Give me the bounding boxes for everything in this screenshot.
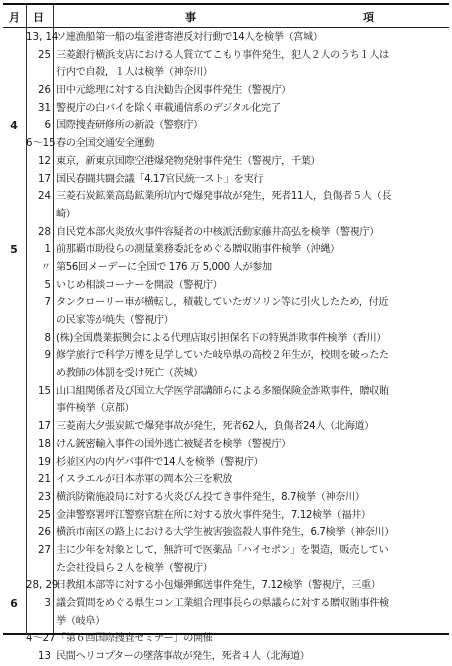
- day-cell: 18: [38, 438, 51, 450]
- table-row: [3, 241, 449, 259]
- table-row: [3, 29, 449, 47]
- event-cell: 山口組関係者及び国立大学医学部講師らによる多額保険金詐欺事件，贈収賄: [56, 385, 389, 397]
- table-row: [3, 259, 449, 277]
- event-cell: 主に少年を対象として，無許可で医薬品「ハイセポン」を製造，販売してい: [56, 544, 389, 556]
- event-cell: けん銃密輸入事件の国外逃亡被疑者を検挙（警視庁）: [56, 438, 291, 450]
- table-row: [3, 507, 449, 525]
- table-row: [3, 347, 449, 365]
- event-cell: (株)全国農業振興会による代理店取引担保名下の特異詐欺事件検挙（香川）: [56, 332, 387, 344]
- table-row: [3, 454, 449, 472]
- table-row: [3, 188, 449, 206]
- day-cell: 7: [44, 297, 51, 309]
- day-cell: 9: [44, 350, 51, 362]
- table-body: [3, 29, 449, 666]
- table-row: [3, 206, 449, 224]
- day-cell: 8: [44, 332, 51, 344]
- day-cell: 24: [38, 191, 51, 203]
- table-row: [3, 489, 449, 507]
- event-cell: 金津警察署坪江警察官駐在所に対する放火事件発生，7.12検挙（福井）: [56, 509, 371, 521]
- event-cell: 崎）: [56, 208, 76, 220]
- day-cell: 13: [38, 651, 51, 663]
- header-event-right: 項: [363, 11, 374, 24]
- event-cell: 自民党本部火炎放火事件容疑者の中核派活動家藤井高弘を検挙（警視庁）: [56, 226, 379, 238]
- table-row: [3, 82, 449, 100]
- table-row: [3, 277, 449, 295]
- event-cell: 横浜市南区の路上における大学生被害強盗殺人事件発生，6.7検挙（神奈川）: [56, 527, 394, 539]
- table-row: [3, 383, 449, 401]
- event-cell: 国際捜査研修所の新設（警察庁）: [56, 120, 203, 132]
- event-cell: 日教組本部等に対する小包爆弾郵送事件発生，7.12検挙（警視庁，三重）: [56, 580, 381, 592]
- month-cell: 4: [10, 119, 18, 133]
- day-cell: 5: [44, 279, 51, 291]
- table-row: [3, 365, 449, 383]
- table-row: [3, 171, 449, 189]
- day-cell: 26: [38, 85, 51, 97]
- table-row: [3, 100, 449, 118]
- event-cell: 前那覇市助役らの測量業務委託をめぐる贈収賄事件検挙（沖縄）: [56, 244, 340, 256]
- event-cell: 田中元総理に対する自決勧告企図事件発生（警視庁）: [56, 85, 291, 97]
- table-row: [3, 630, 449, 648]
- day-cell: 21: [38, 474, 51, 486]
- event-cell: 東京，新東京国際空港爆発物発射事件発生（警視庁，千葉）: [56, 155, 321, 167]
- table-row: [3, 418, 449, 436]
- day-cell: 17: [38, 173, 51, 185]
- day-cell: 25: [38, 49, 51, 61]
- day-cell: 13, 14: [26, 32, 59, 43]
- table-row: [3, 47, 449, 65]
- table-row: [3, 577, 449, 595]
- day-cell: 25: [38, 509, 51, 521]
- day-cell: 28, 29: [26, 580, 59, 592]
- day-cell: 26: [38, 527, 51, 539]
- event-cell: 事件検挙（京都）: [56, 403, 135, 415]
- day-cell: 3: [44, 598, 51, 609]
- day-cell: 23: [38, 491, 51, 503]
- table-row: [3, 400, 449, 418]
- day-cell: 〃: [40, 261, 51, 273]
- table-row: [3, 542, 449, 560]
- event-cell: 国民春闘共闘会議「4.17官民統一スト」を実行: [56, 173, 264, 185]
- table-header: [3, 5, 449, 28]
- event-cell: タンクローリー車が横転し，積載していたガソリン等に引火したため，付近: [56, 297, 389, 309]
- day-cell: 15: [38, 385, 51, 397]
- table-row: [3, 560, 449, 578]
- day-cell: 31: [38, 102, 51, 114]
- event-cell: イスラエルが日本赤軍の岡本公三を釈放: [56, 474, 233, 486]
- day-cell: 6: [44, 120, 51, 132]
- table-row: [3, 648, 449, 666]
- day-cell: 6～15: [26, 138, 56, 150]
- event-cell: 横浜防衛施設局に対する火炎びん投てき事件発生，8.7検挙（神奈川）: [56, 491, 365, 503]
- table-row: [3, 613, 449, 631]
- event-cell: 議会質問をめぐる県生コン工業組合理事長らの県議らに対する贈収賄事件検: [56, 598, 389, 609]
- table-row: [3, 117, 449, 135]
- event-cell: ソ連漁船第一船の塩釜港寄港反対行動で14人を検挙（宮城）: [56, 32, 323, 43]
- chronology-table: [3, 3, 449, 663]
- day-cell: 12: [38, 155, 51, 167]
- table-row: [3, 294, 449, 312]
- event-cell: 春の全国交通安全運動: [56, 138, 154, 150]
- event-cell: 挙（岐阜）: [56, 615, 105, 627]
- event-cell: 三菱銀行横浜支店における人質立てこもり事件発生，犯人２人のうち１人は: [56, 49, 389, 61]
- table-row: [3, 436, 449, 454]
- event-cell: 杉並区内の内ゲバ事件で14人を検挙（警視庁）: [56, 456, 264, 468]
- event-cell: め教師の体罰を受け死亡（茨城）: [56, 368, 203, 380]
- header-month: 月: [9, 11, 20, 24]
- day-cell: 27: [38, 544, 51, 556]
- event-cell: 三菱南大夕張炭鉱で爆発事故が発生，死者62人，負傷者24人（北海道）: [56, 421, 374, 433]
- table-row: [3, 524, 449, 542]
- event-cell: 行内で自殺，１人は検挙（神奈川）: [56, 67, 213, 79]
- day-cell: 17: [38, 421, 51, 433]
- table-row: [3, 64, 449, 82]
- table-row: [3, 224, 449, 242]
- event-cell: 警視庁の白バイを除く車載通信系のデジタル化完了: [56, 102, 281, 114]
- table-row: [3, 153, 449, 171]
- day-cell: 4～27: [26, 633, 56, 645]
- event-cell: 修学旅行で科学万博を見学していた岐阜県の高校２年生が，校則を破ったた: [56, 350, 389, 362]
- table-row: [3, 471, 449, 489]
- day-cell: 28: [38, 226, 51, 238]
- table-row: [3, 135, 449, 153]
- event-cell: 三菱石炭鉱業高島鉱業所坑内で爆発事故が発生，死者11人，負傷者５人（長: [56, 191, 392, 203]
- event-cell: いじめ相談コーナーを開設（警視庁）: [56, 279, 223, 291]
- table-row: [3, 330, 449, 348]
- event-cell: 「第６回国際捜査セミナー」の開催: [56, 633, 213, 645]
- month-cell: 5: [10, 243, 18, 257]
- event-cell: の民家等が焼失（警視庁）: [56, 315, 174, 326]
- month-cell: 6: [10, 597, 18, 610]
- table-row: [3, 595, 449, 613]
- table-row: [3, 312, 449, 330]
- event-cell: 第56回メーデーに全国で 176 万 5,000 人が参加: [56, 261, 272, 273]
- header-day: 日: [33, 11, 44, 24]
- event-cell: 民間ヘリコプターの墜落事故が発生，死者４人（北海道）: [56, 651, 310, 663]
- header-event-left: 事: [185, 11, 196, 24]
- day-cell: 1: [44, 244, 51, 256]
- event-cell: た会社役員ら２人を検挙（警視庁）: [56, 562, 213, 574]
- day-cell: 19: [38, 456, 51, 468]
